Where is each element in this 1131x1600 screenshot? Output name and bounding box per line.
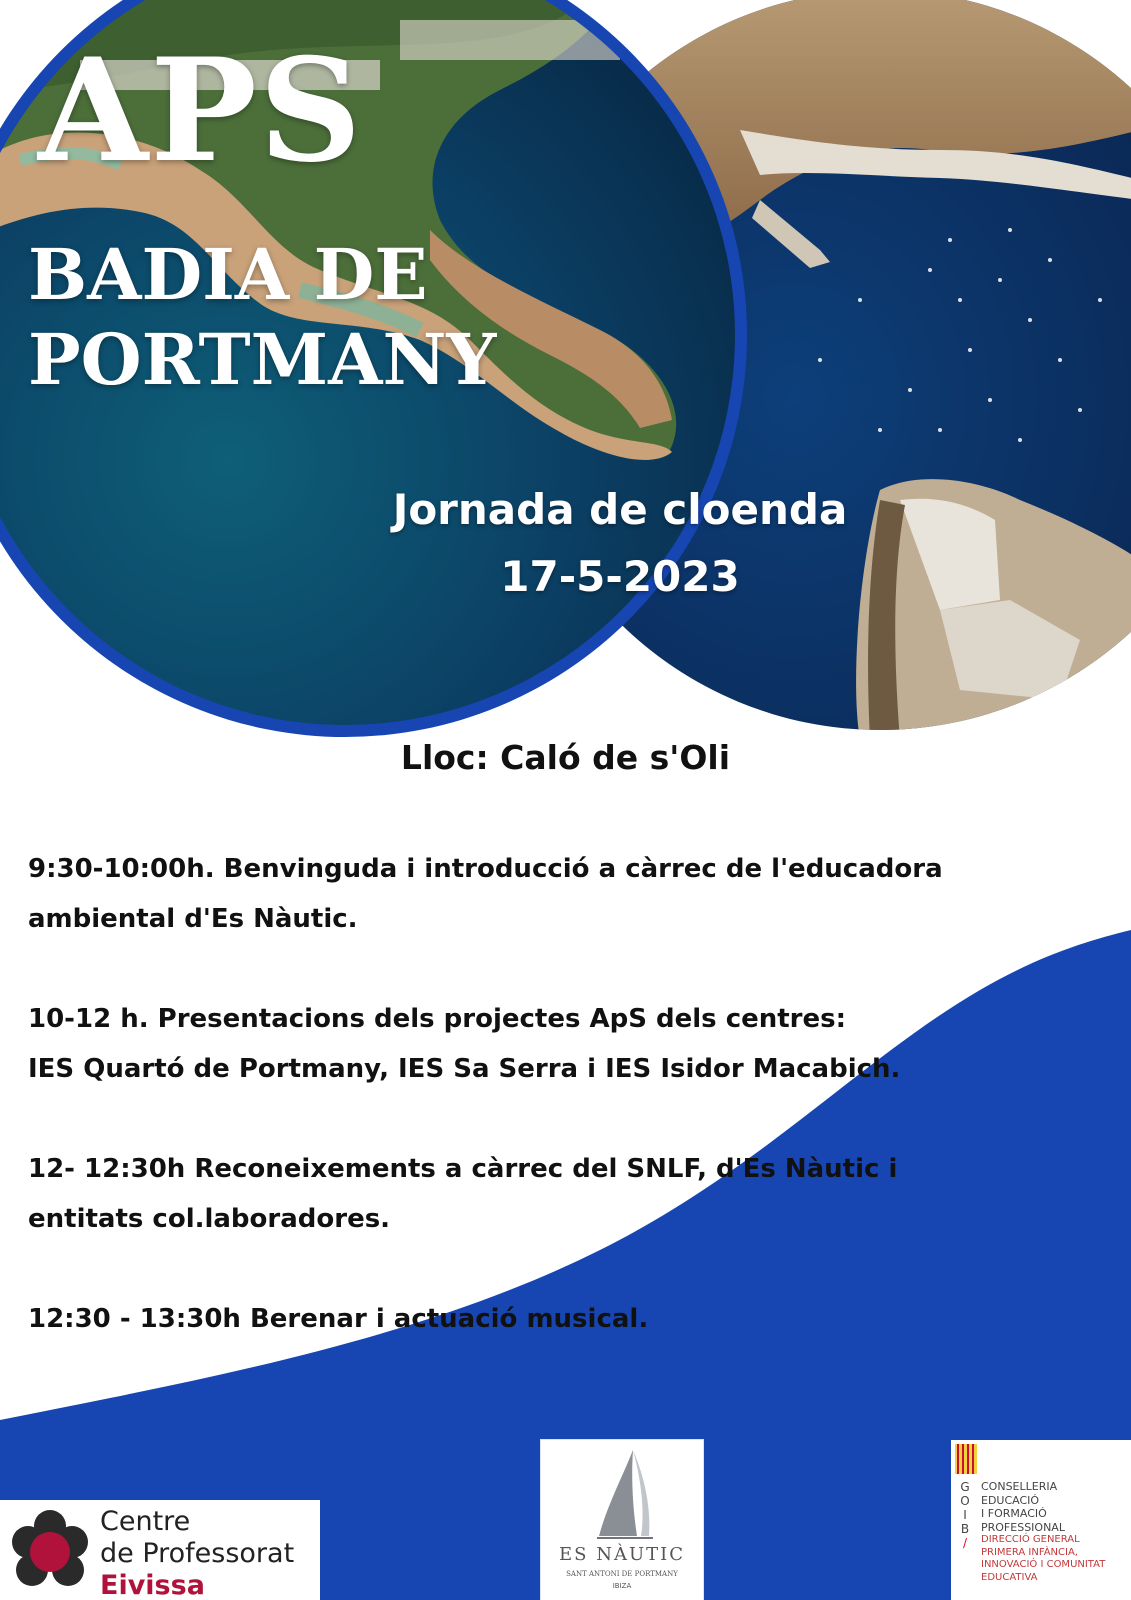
schedule-item-line: 12- 12:30h Reconeixements a càrrec del SNLF, d'Es Nàutic i: [28, 1154, 898, 1184]
schedule-list: [28, 844, 1108, 1394]
nautic-city: IBIZA: [612, 1582, 632, 1590]
schedule-item: [28, 844, 1108, 944]
schedule-item-line: 12:30 - 13:30h Berenar i actuació musical.: [28, 1304, 649, 1334]
goib-org-line: CONSELLERIA: [981, 1480, 1058, 1493]
goib-letter: G: [960, 1480, 970, 1494]
goib-dir-line: PRIMERA INFÀNCIA,: [981, 1546, 1078, 1558]
cep-eivissa-logo: [0, 1500, 320, 1600]
event-info: [340, 476, 900, 610]
poster-subtitle: BADIA DE PORTMANY: [28, 233, 497, 402]
goib-slash: /: [962, 1536, 968, 1550]
event-location: Lloc: Caló de s'Oli: [400, 738, 731, 777]
sail-icon: [541, 1440, 703, 1544]
schedule-item: [28, 1294, 1108, 1344]
es-nautic-logo: [541, 1440, 703, 1600]
cep-line: de Professorat: [100, 1538, 295, 1569]
goib-letter: O: [960, 1494, 970, 1508]
goib-dir-line: INNOVACIÓ I COMUNITAT: [981, 1559, 1106, 1570]
schedule-item-line: entitats col.laboradores.: [28, 1204, 391, 1234]
schedule-item-line: 10-12 h. Presentacions dels projectes ApS dels centres:: [28, 1004, 847, 1034]
goib-letters: [959, 1480, 971, 1550]
goib-department: [981, 1480, 1065, 1534]
goib-letter: I: [963, 1508, 967, 1522]
event-name: Jornada de cloenda: [392, 485, 848, 534]
schedule-item: [28, 1144, 1108, 1244]
goib-dir-line: DIRECCIÓ GENERAL: [981, 1534, 1080, 1545]
goib-directorate: [981, 1534, 1105, 1584]
balearic-flag-icon: [955, 1444, 977, 1474]
schedule-item-line: 9:30-10:00h. Benvinguda i introducció a càrrec de l'educadora: [28, 854, 943, 884]
cep-text: [100, 1506, 294, 1600]
schedule-item-line: IES Quartó de Portmany, IES Sa Serra i IES Isidor Macabich.: [28, 1054, 901, 1084]
event-date: 17-5-2023: [500, 552, 740, 602]
cep-city: Eivissa: [100, 1570, 205, 1600]
goib-letter: B: [960, 1522, 970, 1536]
goib-dir-line: EDUCATIVA: [981, 1571, 1038, 1583]
nautic-name: ES NÀUTIC: [559, 1544, 685, 1565]
schedule-item-line: ambiental d'Es Nàutic.: [28, 904, 358, 934]
poster-title: APS: [38, 28, 364, 194]
nautic-place: SANT ANTONI DE PORTMANY: [566, 1570, 678, 1578]
schedule-item: [28, 994, 1108, 1094]
goib-logo: [951, 1440, 1131, 1600]
goib-org-line: PROFESSIONAL: [981, 1520, 1065, 1534]
cep-flower-icon: [10, 1508, 90, 1592]
goib-org-line: EDUCACIÓ: [981, 1493, 1040, 1507]
goib-org-line: I FORMACIÓ: [981, 1507, 1047, 1520]
cep-line: Centre: [100, 1506, 191, 1537]
